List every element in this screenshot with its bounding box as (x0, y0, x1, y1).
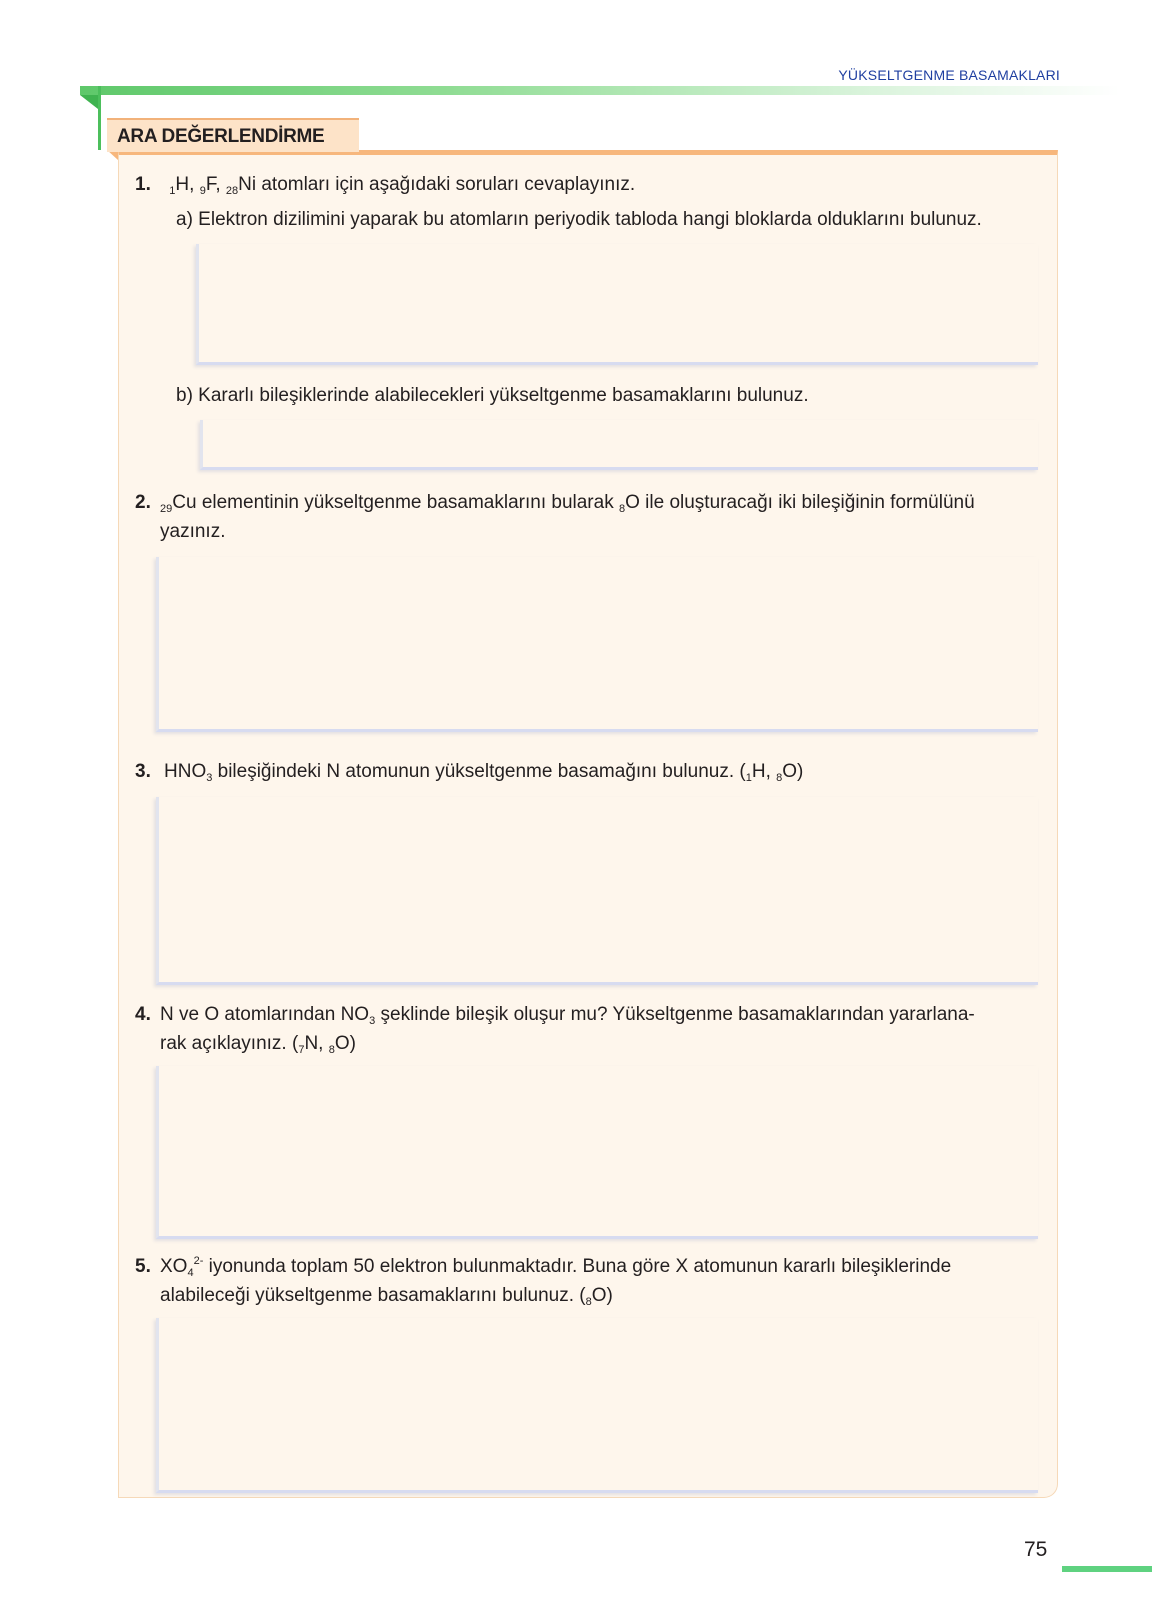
section-title: ARA DEĞERLENDİRME (107, 118, 359, 152)
question-text: alabileceği yükseltgenme basamaklarını bulunuz. ( (160, 1285, 586, 1306)
subscript: 8 (618, 503, 626, 515)
question-1 (135, 170, 1035, 200)
subscript: 9 (199, 185, 206, 197)
question-4-continued (160, 1029, 760, 1059)
page-number: 75 (1024, 1538, 1048, 1561)
header-green-notch (80, 95, 98, 109)
question-number: 5. (135, 1256, 151, 1277)
answer-box-2[interactable] (156, 557, 1038, 732)
element-text: O) (591, 1285, 613, 1306)
question-5-continued (160, 1281, 860, 1311)
answer-box-4[interactable] (156, 1066, 1038, 1239)
question-text: Ni atomları için aşağıdaki soruları cevaplayınız. (238, 174, 636, 195)
subscript: 8 (585, 1296, 592, 1308)
question-text: Cu elementinin yükseltgenme basamaklarını bularak (172, 492, 619, 513)
subscript: 7 (298, 1044, 305, 1056)
element-text: H, (175, 174, 200, 195)
subscript: 4 (187, 1267, 194, 1279)
question-5 (135, 1252, 1055, 1282)
question-1a: a) Elektron dizilimini yaparak bu atomların periyodik tabloda hangi bloklarda olduklarını bulunuz. (176, 209, 982, 230)
subscript: 8 (328, 1044, 335, 1056)
superscript: 2- (193, 1255, 204, 1267)
subscript: 29 (160, 503, 173, 515)
header-green-bar (80, 86, 1120, 95)
question-text: şeklinde bileşik oluşur mu? Yükseltgenme basamaklarından yararlana- (375, 1004, 975, 1025)
question-number: 4. (135, 1004, 151, 1025)
answer-box-1b[interactable] (200, 420, 1038, 470)
question-number: 3. (135, 761, 151, 782)
question-number: 1. (135, 174, 151, 195)
element-text: F, (205, 174, 226, 195)
question-text: bileşiğindeki N atomunun yükseltgenme basamağını bulunuz. ( (212, 761, 746, 782)
question-text: O ile oluşturacağı iki bileşiğinin formülünü (625, 492, 975, 513)
question-4 (135, 1000, 1055, 1030)
element-text: O) (782, 761, 804, 782)
subscript: 1 (169, 185, 176, 197)
question-number: 2. (135, 492, 151, 513)
subscript: 28 (225, 185, 239, 197)
question-text: N ve O atomlarından NO (160, 1004, 370, 1025)
subscript: 3 (206, 772, 213, 784)
subscript: 8 (776, 772, 783, 784)
question-text: iyonunda toplam 50 elektron bulunmaktadır. Buna göre X atomunun kararlı bileşiklerinde (203, 1256, 952, 1277)
element-text: N, (304, 1033, 329, 1054)
question-text: rak açıklayınız. ( (160, 1033, 299, 1054)
answer-box-3[interactable] (156, 797, 1038, 985)
subscript: 1 (745, 772, 752, 784)
answer-box-1a[interactable] (196, 244, 1038, 365)
footer-green-line (1062, 1566, 1152, 1572)
formula-text: XO (160, 1256, 188, 1277)
header-green-vertical-line (98, 86, 101, 150)
question-2-continued: yazınız. (160, 521, 226, 542)
question-1b: b) Kararlı bileşiklerinde alabilecekleri yükseltgenme basamaklarını bulunuz. (176, 385, 809, 406)
answer-box-5[interactable] (156, 1318, 1038, 1493)
element-text: O) (334, 1033, 356, 1054)
element-text: H, (751, 761, 777, 782)
formula-text: HNO (164, 761, 207, 782)
question-2 (135, 488, 1050, 518)
question-3 (135, 757, 1050, 787)
subscript: 3 (369, 1015, 376, 1027)
header-title: YÜKSELTGENME BASAMAKLARI (838, 67, 1060, 83)
